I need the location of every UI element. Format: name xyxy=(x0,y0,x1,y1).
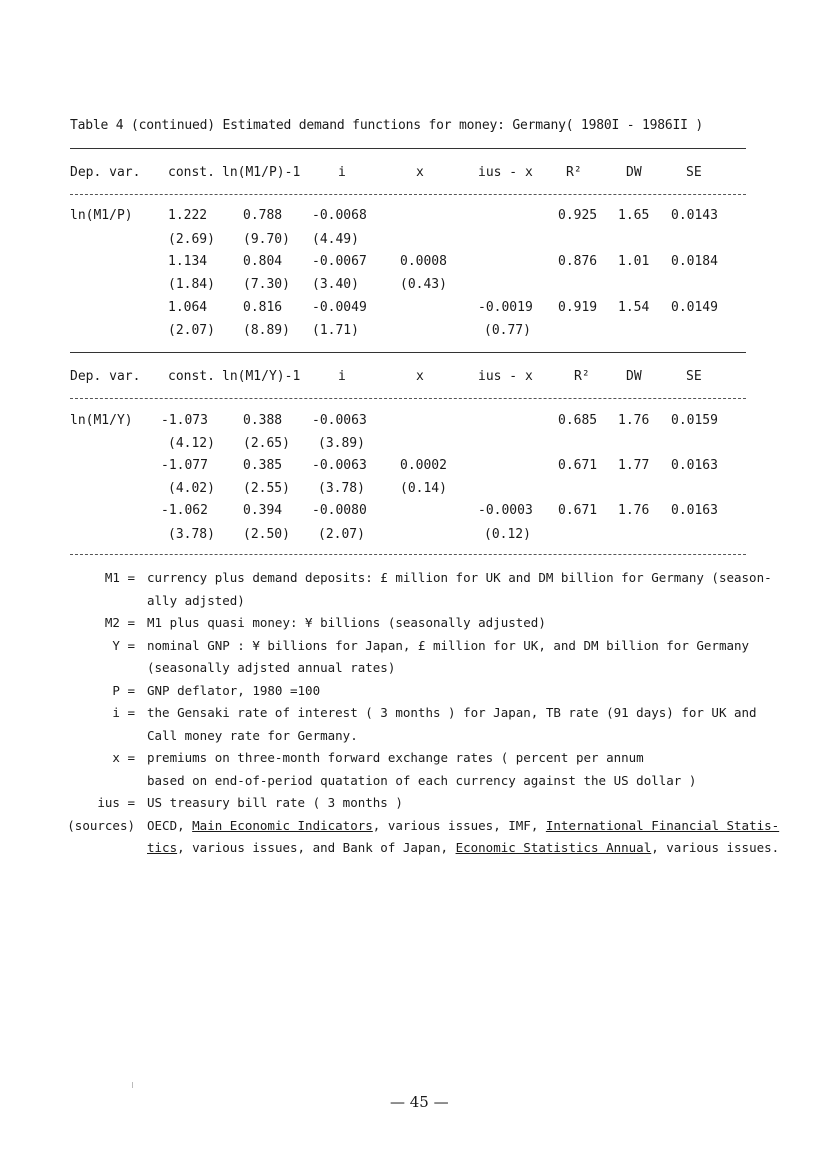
note-line xyxy=(70,728,790,751)
cell-const: -1.073 xyxy=(161,413,208,428)
col-header-x: x xyxy=(416,369,424,384)
cell-se: 0.0163 xyxy=(671,503,718,518)
note-label: Y = xyxy=(112,637,135,653)
cell-lag: (2.50) xyxy=(243,527,290,542)
cell-const: (1.84) xyxy=(168,277,215,292)
note-text: premiums on three-month forward exchange rates ( percent per annum xyxy=(147,750,644,765)
cell-r2: 0.671 xyxy=(558,503,598,518)
margin-mark xyxy=(132,1082,133,1088)
cell-dw: 1.76 xyxy=(618,503,650,518)
cell-r2: 0.685 xyxy=(558,413,598,428)
table-caption: Table 4 (continued) Estimated demand functions for money: Germany( 1980I - 1986II ) xyxy=(70,118,704,133)
cell-ius: -0.0003 xyxy=(478,503,533,518)
cell-lag: 0.388 xyxy=(243,413,283,428)
cell-ius: (0.77) xyxy=(484,323,531,338)
cell-dw: 1.54 xyxy=(618,300,650,315)
cell-const: (4.12) xyxy=(168,436,215,451)
source-text: , various issues, IMF, xyxy=(372,817,546,833)
cell-i: -0.0068 xyxy=(312,208,367,223)
note-label: M2 = xyxy=(104,615,135,630)
col-header-dep-var: Dep. var. xyxy=(70,369,141,384)
note-text: GNP deflator, 1980 =100 xyxy=(147,682,321,698)
source-title: Economic Statistics Annual xyxy=(455,840,652,855)
cell-lag: (7.30) xyxy=(243,277,290,292)
col-header-lag: ln(M1/P)-1 xyxy=(222,165,301,180)
cell-x: 0.0002 xyxy=(400,458,447,473)
col-header-dep-var: Dep. var. xyxy=(70,165,141,180)
panel-divider-rule xyxy=(70,352,746,353)
note-line xyxy=(70,570,790,593)
cell-const: (2.07) xyxy=(168,323,215,338)
cell-const: 1.134 xyxy=(168,254,208,269)
note-line xyxy=(70,593,790,616)
col-header-dw: DW xyxy=(626,165,642,180)
col-header-const: const. xyxy=(168,165,215,180)
cell-x: 0.0008 xyxy=(400,254,447,269)
cell-r2: 0.876 xyxy=(558,254,598,269)
cell-const: (4.02) xyxy=(168,481,215,496)
cell-lag: 0.804 xyxy=(243,254,283,269)
col-header-ius-x: ius - x xyxy=(478,165,533,180)
note-line xyxy=(70,795,790,818)
note-text: Call money rate for Germany. xyxy=(147,727,358,743)
source-text: OECD, xyxy=(147,817,193,833)
note-line xyxy=(70,638,790,661)
cell-r2: 0.671 xyxy=(558,458,598,473)
note-line xyxy=(70,683,790,706)
cell-se: 0.0159 xyxy=(671,413,718,428)
cell-dw: 1.76 xyxy=(618,413,650,428)
cell-x: (0.14) xyxy=(400,481,447,496)
note-text: (seasonally adjsted annual rates) xyxy=(147,660,396,675)
cell-lag: (2.55) xyxy=(243,481,290,496)
cell-se: 0.0184 xyxy=(671,254,718,269)
cell-lag: (8.89) xyxy=(243,323,290,338)
source-title: International Financial Statis- xyxy=(545,817,780,833)
note-line xyxy=(70,750,790,773)
sources-label: (sources) xyxy=(67,817,135,833)
cell-r2: 0.919 xyxy=(558,300,598,315)
cell-const: -1.062 xyxy=(161,503,208,518)
cell-lag: (2.65) xyxy=(243,436,290,451)
sources-text xyxy=(147,840,779,855)
col-header-ius-x: ius - x xyxy=(478,369,533,384)
col-header-i: i xyxy=(338,369,346,384)
note-label: M1 = xyxy=(104,570,135,585)
cell-dw: 1.65 xyxy=(618,208,650,223)
cell-x: (0.43) xyxy=(400,277,447,292)
col-header-lag: ln(M1/Y)-1 xyxy=(222,369,301,384)
note-line xyxy=(70,773,790,796)
page-number: — 45 — xyxy=(390,1093,449,1111)
note-line xyxy=(70,615,790,638)
cell-i: (1.71) xyxy=(312,323,359,338)
cell-lag: 0.394 xyxy=(243,503,283,518)
cell-i: (4.49) xyxy=(312,232,359,247)
note-line xyxy=(70,660,790,683)
note-text: nominal GNP : ¥ billions for Japan, £ million for UK, and DM billion for Germany xyxy=(147,637,750,653)
cell-dw: 1.01 xyxy=(618,254,650,269)
cell-dw: 1.77 xyxy=(618,458,650,473)
cell-ius: -0.0019 xyxy=(478,300,533,315)
note-text: currency plus demand deposits: £ million for UK and DM billion for Germany (season- xyxy=(147,570,772,585)
note-text: M1 plus quasi money: ¥ billions (seasonally adjusted) xyxy=(147,615,546,630)
sources-text xyxy=(147,818,779,833)
dep-var-label: ln(M1/P) xyxy=(70,208,133,223)
cell-se: 0.0149 xyxy=(671,300,718,315)
col-header-dw: DW xyxy=(626,369,642,384)
cell-const: 1.064 xyxy=(168,300,208,315)
table-notes xyxy=(67,570,790,863)
cell-i: (2.07) xyxy=(318,527,365,542)
note-label: P = xyxy=(112,682,135,698)
source-text: , various issues. xyxy=(651,840,780,855)
note-label: ius = xyxy=(97,795,135,810)
col-header-r2: R² xyxy=(574,369,590,384)
source-title: tics xyxy=(147,840,178,855)
cell-lag: (9.70) xyxy=(243,232,290,247)
note-line xyxy=(70,705,790,728)
table-bottom-rule xyxy=(70,554,746,555)
cell-ius: (0.12) xyxy=(484,527,531,542)
cell-se: 0.0163 xyxy=(671,458,718,473)
cell-i: (3.89) xyxy=(318,436,365,451)
cell-i: (3.78) xyxy=(318,481,365,496)
col-header-se: SE xyxy=(686,369,702,384)
header-rule xyxy=(70,398,746,399)
note-text: ally adjsted) xyxy=(147,592,245,608)
cell-lag: 0.816 xyxy=(243,300,283,315)
cell-i: -0.0063 xyxy=(312,458,367,473)
sources-line xyxy=(67,817,790,841)
cell-i: -0.0063 xyxy=(312,413,367,428)
col-header-r2: R² xyxy=(566,165,582,180)
note-label: x = xyxy=(112,750,135,765)
cell-i: -0.0080 xyxy=(312,503,367,518)
sources-line xyxy=(70,840,790,863)
note-text: US treasury bill rate ( 3 months ) xyxy=(147,795,403,810)
cell-se: 0.0143 xyxy=(671,208,718,223)
cell-i: -0.0067 xyxy=(312,254,367,269)
source-title: Main Economic Indicators xyxy=(192,817,373,833)
cell-const: -1.077 xyxy=(161,458,208,473)
col-header-x: x xyxy=(416,165,424,180)
cell-const: (3.78) xyxy=(168,527,215,542)
cell-lag: 0.385 xyxy=(243,458,283,473)
table-top-rule xyxy=(70,148,746,149)
cell-const: 1.222 xyxy=(168,208,208,223)
cell-const: (2.69) xyxy=(168,232,215,247)
dep-var-label: ln(M1/Y) xyxy=(70,413,133,428)
col-header-const: const. xyxy=(168,369,215,384)
source-text: , various issues, and Bank of Japan, xyxy=(177,840,456,855)
cell-r2: 0.925 xyxy=(558,208,598,223)
header-rule xyxy=(70,194,746,195)
cell-i: -0.0049 xyxy=(312,300,367,315)
cell-i: (3.40) xyxy=(312,277,359,292)
col-header-i: i xyxy=(338,165,346,180)
note-label: i = xyxy=(112,705,135,720)
col-header-se: SE xyxy=(686,165,702,180)
note-text: the Gensaki rate of interest ( 3 months ) for Japan, TB rate (91 days) for UK and xyxy=(147,705,757,720)
cell-lag: 0.788 xyxy=(243,208,283,223)
note-text: based on end-of-period quatation of each currency against the US dollar ) xyxy=(147,772,697,788)
